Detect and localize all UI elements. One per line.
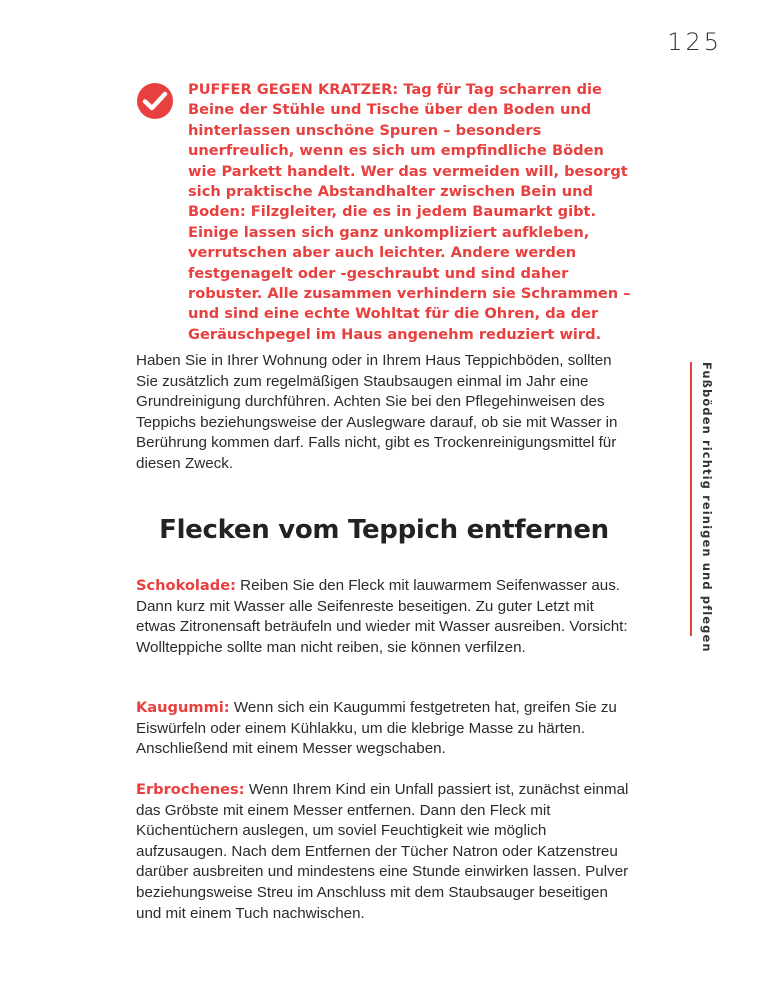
stain-paragraph-erbrochenes xyxy=(136,780,632,924)
stain-text: Reiben Sie den Fleck mit lauwarmem Seifenwasser aus. Dann kurz mit Wasser alle Seifenreste beseitigen. Zu guter Letzt mit etwas Zitronensaft beträufeln und wieder mit Wasser ausreiben. Vorsicht: Wollteppiche sollte man nicht reiben, sie können verfilzen. xyxy=(136,577,628,656)
stain-label: Kaugummi: xyxy=(136,699,230,716)
page-number: 125 xyxy=(667,28,722,56)
stain-label: Erbrochenes: xyxy=(136,781,245,798)
stain-text: Wenn Ihrem Kind ein Unfall passiert ist, zunächst einmal das Gröbste mit einem Messer entfernen. Dann den Fleck mit Küchentüchern auslegen, um soviel Feuchtigkeit wie möglich aufzusaugen. Nach dem Entfernen der Tücher Natron oder Katzenstreu darüber ausbreiten und mindestens eine Stunde einwirken lassen. Pulver beziehungsweise Streu im Anschluss mit dem Staubsauger beseitigen und mit einem Tuch nachwischen. xyxy=(136,781,629,922)
section-heading: Flecken vom Teppich entfernen xyxy=(159,515,609,545)
stain-paragraph-kaugummi xyxy=(136,698,632,760)
side-rule xyxy=(690,362,692,636)
stain-label: Schokolade: xyxy=(136,577,236,594)
check-circle-icon xyxy=(136,82,174,120)
side-chapter-title: Fußböden richtig reinigen und pflegen xyxy=(700,362,714,653)
stain-text: Wenn sich ein Kaugummi festgetreten hat, greifen Sie zu Eiswürfeln oder einem Kühlakku, um die klebrige Masse zu härten. Anschließend mit einem Messer wegschaben. xyxy=(136,699,617,758)
intro-paragraph: Haben Sie in Ihrer Wohnung oder in Ihrem Haus Teppichböden, sollten Sie zusätzlich zum regelmäßigen Staubsaugen einmal im Jahr eine Grundreinigung durchführen. Achten Sie bei den Pflegehinweisen des Teppichs beziehungsweise der Auslegware darauf, ob sie mit Wasser in Berührung kommen darf. Falls nicht, gibt es Trockenreinigungsmittel für diesen Zweck. xyxy=(136,352,618,472)
stain-paragraph-schokolade xyxy=(136,576,632,658)
tip-text: PUFFER GEGEN KRATZER: Tag für Tag scharren die Beine der Stühle und Tische über den Boden und hinterlassen unschöne Spuren – besonders unerfreulich, wenn es sich um empfindliche Böden wie Parkett handelt. Wer das vermeiden will, besorgt sich praktische Abstandhalter zwischen Bein und Boden: Filzgleiter, die es in jedem Baumarkt gibt. Einige lassen sich ganz unkompliziert aufkleben, verrutschen aber auch leichter. Andere werden festgenagelt oder -geschraubt und sind daher robuster. Alle zusammen verhindern sie Schrammen – und sind eine echte Wohltat für die Ohren, da der Geräuschpegel im Haus angenehm reduziert wird. xyxy=(188,81,631,343)
